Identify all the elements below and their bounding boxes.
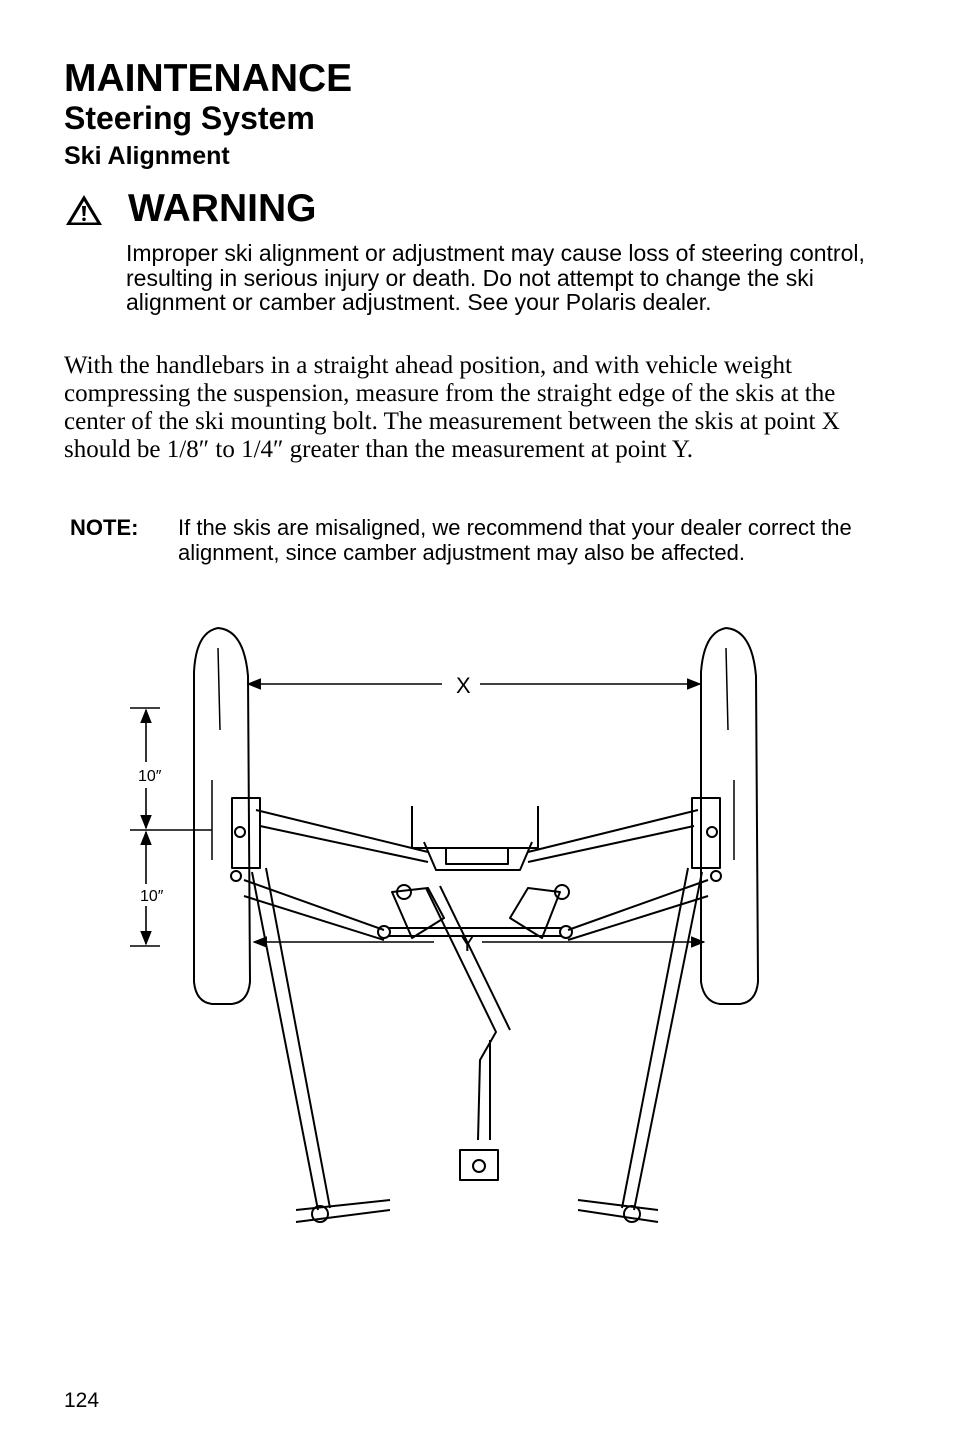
label-y: Y — [460, 931, 475, 956]
dimension-vertical — [130, 708, 212, 946]
page-number: 124 — [64, 1389, 100, 1412]
note-label: NOTE: — [70, 515, 139, 540]
warning-heading: WARNING — [128, 187, 317, 230]
warning-text: Improper ski alignment or adjustment may cause loss of steering control, resulting in serious injury or death. Do not attempt to change the ski alignment or camber adjustment. See your Polaris dealer. — [126, 240, 865, 315]
left-ski — [194, 628, 250, 1004]
body-paragraph: With the handlebars in a straight ahead position, and with vehicle weight compressing the suspension, measure from the straight edge of the skis at the center of the ski mounting bolt. The measurement between the skis at point X should be 1/8″ to 1/4″ greater than the measurement at point Y. — [64, 352, 840, 463]
dim-upper-label: 10″ — [138, 768, 162, 785]
subsection-title: Steering System — [64, 100, 315, 136]
label-x: X — [456, 673, 471, 698]
right-ski — [701, 628, 758, 1004]
section-title: MAINTENANCE — [64, 57, 353, 100]
dim-lower-label: 10″ — [140, 888, 164, 905]
ski-alignment-diagram — [0, 600, 954, 1260]
note-text: If the skis are misaligned, we recommend that your dealer correct the alignment, since camber adjustment may also be affected. — [178, 515, 852, 565]
warning-triangle-icon — [64, 193, 104, 227]
topic-title: Ski Alignment — [64, 142, 230, 170]
